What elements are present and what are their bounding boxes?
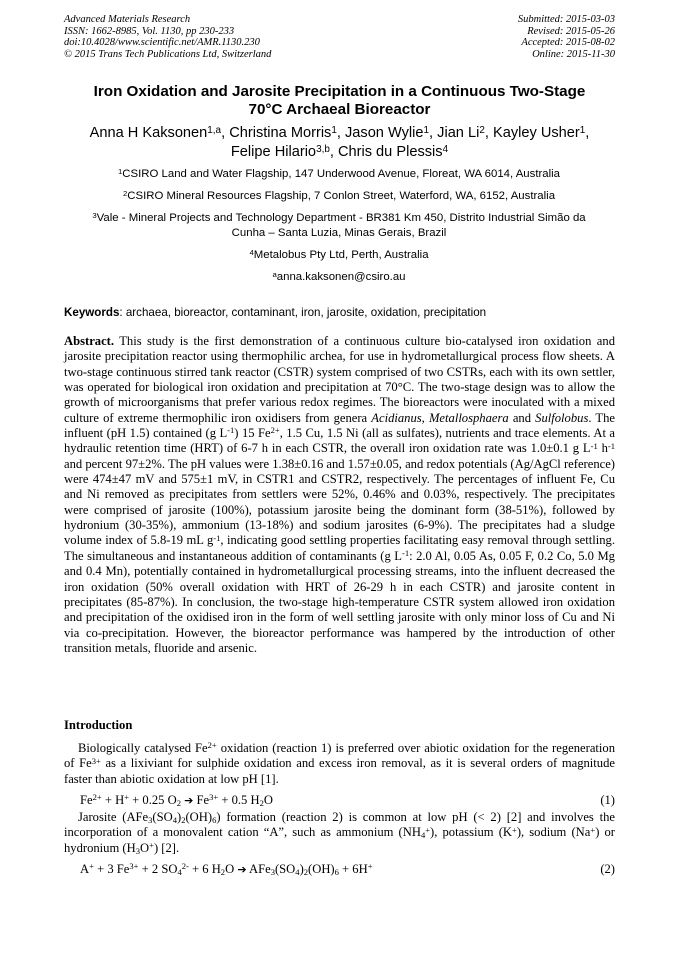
author-affiliation-mark: 3,b <box>316 143 330 155</box>
author-affiliation-mark: 1,a <box>207 124 222 136</box>
author-name: Felipe Hilario <box>230 144 317 160</box>
issn-line: ISSN: 1662-8985, Vol. 1130, pp 230-233 <box>64 25 235 37</box>
affiliation-3: $^3$Vale - Mineral Projects and Technology Department - BR381 Km 450, Distrito Industrial Simão da Cunha – Santa Luzia, Minas Gerais, Brazil <box>92 210 586 239</box>
equation-1: $Fe^{2+} + H^+ + 0.25$ $O_2$ ➔ $Fe^{3+} + 0.5$ $H_2O$ (1) <box>80 792 615 809</box>
affiliation-1: $^1$CSIRO Land and Water Flagship, 147 Underwood Avenue, Floreat, WA 6014, Australia <box>117 166 561 180</box>
keywords <box>64 305 615 320</box>
equation-number: (2) <box>600 862 615 876</box>
intro-paragraph-2: Jarosite $(AFe_3(SO_4)_2(OH)_6)$ formation (reaction 2) is common at low pH (< 2) [2] and involves the incorporation of a monovalent cation “A”, such as ammonium $(NH_4^+)$, potassium (K+), sodium (Na+) or hydronium $(H_3O^+)$ [2]. <box>64 810 615 856</box>
section-heading: Introduction <box>64 718 133 732</box>
corresponding-email[interactable]: $^a$anna.kaksonen@csiro.au <box>272 269 406 283</box>
keywords-list: : archaea, bioreactor, contaminant, iron, jarosite, oxidation, precipitation <box>119 306 487 319</box>
keywords-label: Keywords <box>64 306 120 319</box>
author-affiliation-mark: 1 <box>579 124 586 136</box>
author-name: Jason Wylie <box>344 125 424 141</box>
journal-header-right <box>518 14 615 60</box>
abstract: Abstract. This study is the first demonstration of a continuous culture bio-catalysed iron oxidation and jarosite precipitation reactor using thermophilic archea, for use in hydrometallurgical process flow sheets. A two-stage continuous stirred tank reactor (CSTR) system comprised of two CSTRs, each with its own settler, was operated for biological iron oxidation and precipitation at 70°C. The two-stage design was to allow the growth of microorganisms that prefer various redox regimes. The bioreactors were inoculated with a mixed culture of extreme thermophilic iron oxidisers from genera Acidianus, Metallosphaera and Sulfolobus. The influent (pH 1.5) contained (g $L^{-1}$) 15 $Fe^{2+}$, 1.5 Cu, 1.5 Ni (all as sulfates), nutrients and trace elements. At a hydraulic retention time (HRT) of 6-7 h in each CSTR, the overall iron oxidation rate was 1.0±0.1 g $L^{-1}$ $h^{-1}$ and percent 97±2%. The pH values were 1.38±0.16 and 1.57±0.05, and redox potentials (Ag/AgCl reference) were 474±47 mV and 575±1 mV, in CSTR1 and CSTR2, respectively. The percentages of influent Fe, Cu and Ni removed as precipitates from settlers were 52%, 0.46% and 0.03%, respectively. The precipitates were comprised of jarosite (100%), potassium jarosite being the dominant form (38-51%), followed by hydronium (30-35%), ammonium (13-18%) and sodium jarosites (6-9%). The precipitates had a sludge volume index of 5.8-19 mL $g^{-1}$, indicating good settling properties facilitating easy removal through settling. The simultaneous and instantaneous addition of contaminants (g $L^{-1}$: 2.0 Al, 0.05 As, 0.05 F, 0.2 Co, 5.0 Mg and 0.4 Mn), potentially contained in hydrometallurgical processing streams, into the influent decreased the iron oxidation (50% overall oxidation with HRT of 26-29 h in each CSTR) and jarosite content in precipitates (85-87%). In conclusion, the two-stage high-temperature CSTR system allowed iron oxidation and precipitation of the oxidised iron in the form of well settling jarosite with only minor loss of Cu and Ni via co-precipitation. However, the bioreactor performance was hampered by the introduction of other transition metals, fluoride and arsenic. <box>64 334 616 655</box>
online-date: Online: 2015-11-30 <box>532 48 615 60</box>
affiliation-4: $^4$Metalobus Pty Ltd, Perth, Australia <box>249 247 429 261</box>
author-affiliation-mark: 4 <box>442 143 449 155</box>
paper-title <box>64 83 615 119</box>
journal-name: Advanced Materials Research <box>64 14 191 25</box>
author-affiliation-mark: 2 <box>479 124 485 136</box>
author-affiliation-mark: 1 <box>331 124 337 136</box>
accepted-date: Accepted: 2015-08-02 <box>521 37 615 49</box>
abstract-label: Abstract. <box>64 334 115 348</box>
author-name: Christina Morris <box>229 125 332 141</box>
author-name: Chris du Plessis <box>337 144 443 160</box>
affiliation-2: $^2$CSIRO Mineral Resources Flagship, 7 Conlon Street, Waterford, WA, 6152, Australia <box>122 188 556 202</box>
author-name: Jian Li <box>437 125 480 141</box>
submitted-date: Submitted: 2015-03-03 <box>517 14 615 25</box>
title-line-1: Iron Oxidation and Jarosite Precipitation in a Continuous Two-Stage <box>93 83 586 100</box>
revised-date: Revised: 2015-05-26 <box>527 25 615 37</box>
author-affiliation-mark: 1 <box>423 124 430 136</box>
doi-line[interactable]: doi:10.4028/www.scientific.net/AMR.1130.230 <box>64 37 260 49</box>
author-name: Anna H Kaksonen <box>89 125 208 141</box>
author-list: Anna H Kaksonen$^{1,a}$, Christina Morris$^1$, Jason Wylie$^1$, Jian Li$^2$, Kayley Usher$^1$, Felipe Hilario$^{3,b}$, Chris du Plessis$^4$ <box>89 124 590 160</box>
equation-number: (1) <box>600 793 615 807</box>
journal-header-left <box>64 14 271 60</box>
author-name: Kayley Usher <box>492 125 580 141</box>
intro-paragraph-1: Biologically catalysed $Fe^{2+}$ oxidation (reaction 1) is preferred over abiotic oxidation for the regeneration of $Fe^{3+}$ as a lixiviant for sulphide oxidation and excess iron removal, as it is several orders of magnitude faster than abiotic oxidation at low pH [1]. <box>64 740 615 786</box>
copyright-line: © 2015 Trans Tech Publications Ltd, Switzerland <box>64 48 272 60</box>
title-line-2: 70°C Archaeal Bioreactor <box>248 101 431 118</box>
equation-2: A+ + 3 $Fe^{3+} + 2$ $SO_4^{2-} + 6$ $H_2O$ ➔ $AFe_3(SO_4)_2(OH)_6 + 6H^+$ (2) <box>80 861 615 878</box>
